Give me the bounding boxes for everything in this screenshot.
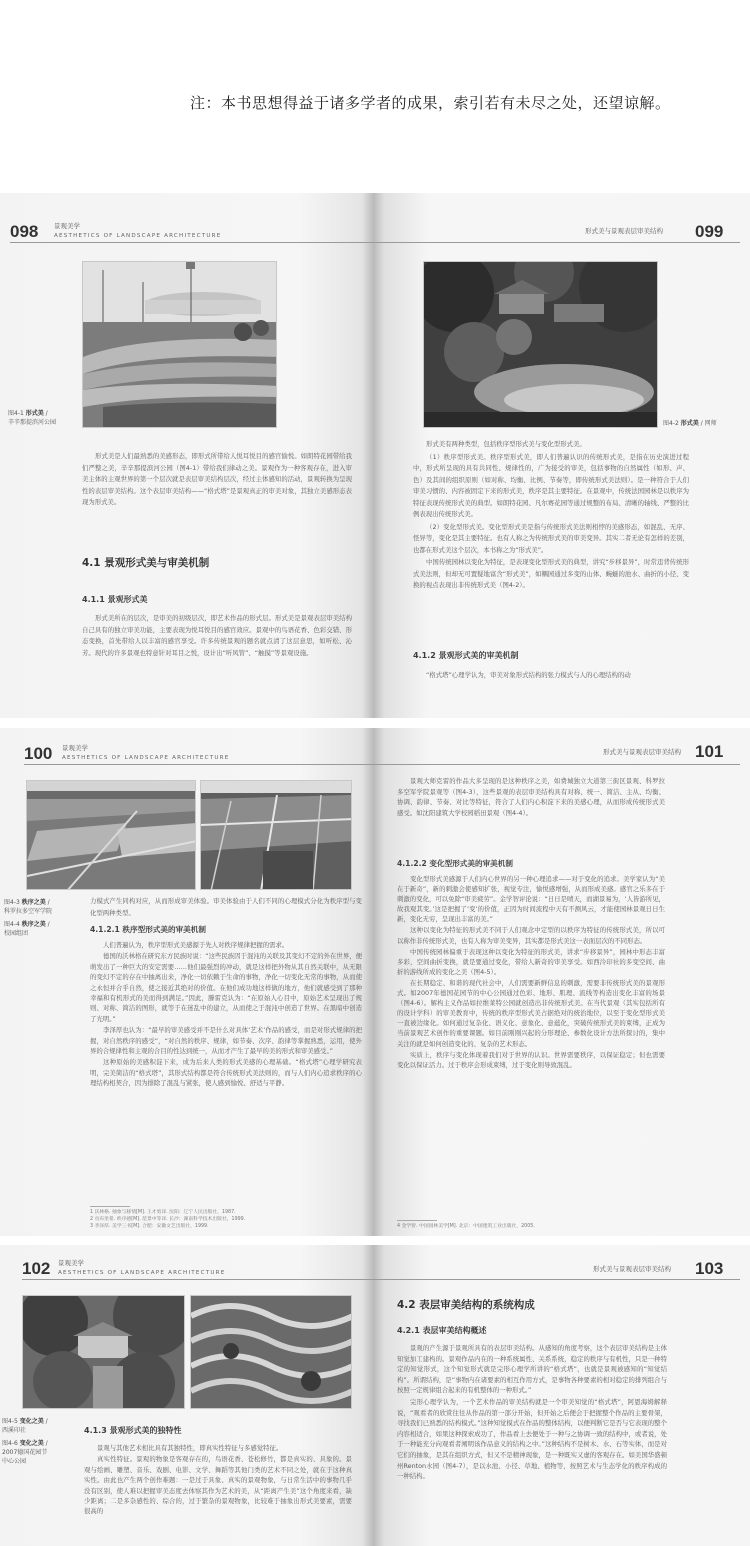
footnote-rule — [397, 1220, 437, 1221]
heading-4-1-2-2: 4.1.2.2 变化型形式美的审美机制 — [397, 859, 513, 868]
page-number: 099 — [695, 222, 724, 241]
heading-4-1-3: 4.1.3 景观形式美的独特性 — [84, 1426, 182, 1435]
footnotes-100: 1 沃林格. 抽象与移情[M]. 王才勇译. 沈阳：辽宁人民出版社，1987. 2 贡布里希. 秩序感[M]. 范景中等译. 长沙：湖南科学技术出版社，1999. 3 李泽厚. 美学三书[M]. 合肥：安徽文艺出版社，1999. — [90, 1210, 246, 1229]
spread-098-099 — [0, 193, 750, 718]
header-rule — [373, 1279, 740, 1280]
header-rule — [22, 1279, 373, 1280]
preface-note: 注：本书思想得益于诸多学者的成果，索引若有未尽之处，还望谅解。 — [190, 94, 671, 112]
photo-cincinnati-riverfront-park — [82, 261, 277, 428]
caption-fig4-3: 图4-3 秩序之美 / 科罗拉多空军学院 — [4, 899, 53, 915]
running-header-chapter: 形式美与景观表层审美结构 — [603, 748, 681, 756]
page-number: 101 — [695, 742, 724, 761]
photo-air-force-academy — [26, 780, 196, 890]
page-101 — [373, 728, 750, 1236]
photo-illustration — [424, 262, 658, 428]
body-4-1-3: 景观与其他艺术相比具有其独特性，即真实性特征与多感觉特征。 真实性特征。景观的物象是客观存在的，鸟语花香、苍松修竹，都是真实的、具象的。景观与绘画、雕塑、音乐、戏剧、电影、文学、舞蹈等其他门类的艺术不同之处，就在于这种真实性。由此也产生两个创作难题：一是过于具象、真实的景观物象，与日常生活中的事物几乎没有区别，使人难以把握审美态度去体察其作为艺术的美，从“距离产生美”这个角度来看，缺少距离；二是多杂感性的、综合的，过于繁杂的景观物象，比较难于抽象出形式美要素，需要很高的 — [84, 1444, 352, 1516]
running-header-book: 景观美学 AESTHETICS OF LANDSCAPE ARCHITECTURE — [62, 744, 230, 761]
heading-4-1-1: 4.1.1 景观形式美 — [82, 595, 148, 604]
caption-fig4-2: 图4-2 形式美 / 网师 — [663, 420, 717, 427]
caption-fig4-4: 图4-4 秩序之美 / 校园组团 — [4, 921, 50, 937]
book-title-cn: 景观美学 — [54, 222, 80, 230]
body-4-2-1: 景观的产生源于景观所具有的表层审美结构。从感知的角度考察，这个表层审美结构是主体知觉加工建构的。景观作品内在的一种系统属性、关系系统，稳定的秩序与有机性，只是一种特定的知觉形式，这个知觉形式就是完形心理学所讲的“格式塔”，也就是景观被感知的“知觉结构”。所谓结构，是“事物内在诸要素的相互作用方式，是事物各种要素的相对稳定的排列组合与按照一定规律组合起来的有机整体的一种形式。” 完形心理学认为，一个艺术作品的审美结构就是一个审美知觉的“格式塔”，阿恩海姆解释说，“观看者的欣赏往往从作品的第一部分开始，但开始之后便会于把握整个作品的主要骨架，寻找我们已熟悉的结构模式。”这种知觉模式在作品的整体结构，以便判断它是否与它表现的整个内容相适合，如果这种探索成功了，作品看上去便处于一种与之协调一致的结构中，或者说，处于一种能充分向观看者阐明该作品意义的结构之中。”这种结构不是树木、水、石等实体，而是对它们的抽象，是其在组织方式，但又不是精神现象，是一种既实又虚的客观存在。如美国华盛顿州Renton水园（图4-7），是以水池、小径、草地、植物等，按照艺术与生态学化的秩序构成的一种结构。 — [397, 1344, 667, 1481]
photo-2007-german-garden-show — [190, 1295, 352, 1409]
running-header-book — [54, 222, 222, 241]
heading-4-1-2-1: 4.1.2.1 秩序型形式美的审美机制 — [90, 925, 206, 934]
heading-4-1: 4.1 景观形式美与审美机制 — [82, 557, 210, 569]
photo-illustration — [191, 1296, 352, 1409]
running-header-book: 景观美学 AESTHETICS OF LANDSCAPE ARCHITECTURE — [58, 1259, 226, 1276]
page-103 — [373, 1245, 750, 1546]
photo-illustration — [201, 781, 352, 890]
body-4-1-2: “格式塔”心理学认为，审美对象形式结构的张力模式与人的心理结构的动 — [426, 671, 631, 679]
page-number: 100 — [24, 744, 53, 763]
book-title-en: AESTHETICS OF LANDSCAPE ARCHITECTURE — [54, 233, 222, 239]
body-101-top: 景观大师克雷的作品大多呈现的是这种秩序之美，如费城独立大道第三街区景观、科罗拉多空军学院景观等（图4-3），这些景观的表层审美结构具有对称、统一、简洁、主从、均衡、协调、韵律、节奏、对比等特征，符合了人们内心积淀下来的美感心理，从而形成传统形式美感受。如沈阳建筑大学校园稻田景观（图4-4）。 — [397, 777, 665, 817]
heading-4-2: 4.2 表层审美结构的系统构成 — [397, 1299, 535, 1311]
page-number: 102 — [22, 1259, 51, 1278]
page-098 — [0, 193, 373, 718]
caption-fig4-6: 图4-6 变化之美 / 2007德国花园节 中心公园 — [2, 1440, 48, 1465]
body-4-1-1: 形式美所在的层次，是审美的初级层次，即艺术作品的形式层。形式美是景观表层审美结构自己具有的独立审美功能，主要表现为悦耳悦目的感官效应。景观中的鸟语花香、色彩交错、形态变换，首先带给人以丰富的感官享受。许多传统景观的题名就点清了这层意思，如听松、沁芳。现代的许多景观也特意针对耳目之悦，设计出“听风管”、“触摸”等景观设施。 — [82, 614, 352, 657]
page-100 — [0, 728, 373, 1236]
photo-xiling-seal-society — [22, 1295, 185, 1409]
caption-fig4-1: 图4-1 形式美 / 辛辛那提滨河公园 — [8, 410, 57, 426]
footnote-101: 4 金学智. 中国园林美学[M]. 北京：中国建筑工业出版社，2005. — [397, 1224, 535, 1229]
page-102 — [0, 1245, 373, 1546]
page-099 — [373, 193, 750, 718]
caption-fig4-5: 图4-5 变化之美 / 西溪印社 — [2, 1418, 48, 1434]
header-rule — [373, 242, 740, 243]
body-4-1-2-2: 变化型形式美感源于人们内心世界的另一种心理追求——对于变化的追求。美学家认为“美在于新奇”，新的刺激会使感知扩张，视觉专注，愉悦感增强，从而形成美感。感官之乐多在于刺激的变化，可以免除“审美疲劳”。金学智评论说：“日日是晴天，而湖景易为，‘人皆游所见，故我观其变。’这是把握了‘变’的价值，正因为时间流程中天有不测风云，才能使园林景观日日生新，变化无穷，呈现出丰富的美。” 这种以变化为特征的形式美不同于人们观念中定型的以秩序为特征的传统形式美，所以可以称作非传统形式美，也有人称为审美变异，其实都是形式美这一表面层次的不同形态。 中国传统园林偏重于表现这种以变化为特征的形式美，讲求“步移景异”，园林中形态丰富多彩，空间曲折变换，就是要通过变化，带给人新奇的审美享受。如西泠印社的多变空间、曲折的游线所成的变化之美（图4-5）。 在长期稳定、和谐的现代社会中，人们需要新鲜信息的刺激，需要非传统形式美的景观形式。如2007年德国花园节的中心公园通过色彩、地形、肌理、流线等构造出变化丰富的场景（图4-6）。解构主义作品如拉维莱特公园就创造出非传统形式美。在当代景观（其实包括所有的设计学科）的审美教育中，传统的秩序型形式美占据绝对的统治地位，以至于变化型形式美一直被边缘化。如何通过复杂化、语义化、意象化、意蕴化，突破传统形式美的束缚，正成为当前景观艺术创作的重要课题。如目前刚刚兴起的分形理论、参数化设计方法所探讨的，集中关注的就是如何创造变化的、复杂的艺术形态。 实质上，秩序与变化体现着我们对于世界的认识。世界需要秩序，以保证稳定；但也需要变化以保证活力。过于秩序会形成束缚，过于变化则导致混乱。 — [397, 875, 665, 1069]
spread-102-103 — [0, 1245, 750, 1546]
running-header-chapter: 形式美与景观表层审美结构 — [593, 1265, 671, 1273]
spread-100-101 — [0, 728, 750, 1236]
footnote-rule — [90, 1206, 130, 1207]
header-rule — [373, 764, 740, 765]
running-header-chapter: 形式美与景观表层审美结构 — [585, 227, 663, 235]
header-rule — [10, 242, 373, 243]
body-4-1-2-1: 人们普遍认为，秩序型形式美感源于先人对秩序规律把握的需求。 德国的沃林格在研究东方民族时说：“这些民族因于混沌的关联及其变幻不定的外在世界，便萌发出了一种巨大的安定需要……他们最强烈的冲动，就是这样把外物从其自然关联中，从无限的变幻不定的存在中抽离出来，净化一切依赖于生命的事物，净化一切变化无常的事物，从而使之永恒并合乎自然，使之接近其绝对的价值。在他们成功地这样做的地方，他们就感受到了那种幸福和有机形式的美而得到满足。”因此，滕雷克认为：“在原始人心目中，原始艺术呈现出了规则、对称、简洁的图形，就等于在迷乱中的建立，从而使之于混沌中创造了世界。在黑暗中创造了光明。” 李泽厚也认为：“最早的审美感受并不是什么对具体‘艺术’作品的感受，而是对形式规律的把握，对自然秩序的感受”，“对自然的秩序、规律，如节奏、次序、韵律等掌握熟悉，运用，使外界的合规律性和主观的合目的性达到统一，从而才产生了最早的美的形式和审美感受。” 这种原始的美感积淀下来，成为后来人类的形式美感的心理基础。“格式塔”心理学研究表明，完美简洁的“格式塔”，其形式结构都是符合传统形式美法则的，而与人们内心追求秩序的心理结构相契合，因为排除了混乱与紧张，使人感到愉悦、舒适与平静。 — [90, 941, 362, 1088]
photo-master-of-nets-garden — [423, 261, 658, 428]
body-100-continued: 力模式产生同构对应，从而形成审美体验。审美体验由于人们不同的心理模式分化为秩序型与变化型两种类型。 — [90, 897, 362, 917]
heading-4-2-1: 4.2.1 表层审美结构概述 — [397, 1326, 487, 1335]
photo-campus-rice-field — [200, 780, 352, 890]
page-number: 103 — [695, 1259, 724, 1278]
body-099: 形式美有两种类型，包括秩序型形式美与变化型形式美。 （1）秩序型形式美。秩序型形式美，即人们普遍认识的传统形式美，是指在历史演进过程中，形式所呈现的具有共同性、规律性的，广为接受的审美，包括事物的自然属性（如形、声、色）及其间的组织原则（如对称、均衡、比例、节奏等，即传统形式美法则）。是一种符合于人们审美习惯的、内容被固定下来的形式美，秩序是其主要特征。在景观中，传统法国园林是以秩序为特征表现传统形式美的典型。如朗特花园、凡尔赛花园等通过规整的布局、清晰的轴线、严整的比例表现出传统形式美。 （2）变化型形式美。变化型形式美是指与传统形式美法则相悖的美感形态，如混乱、无序、怪异等，变化是其主要特征。也有人称之为传统形式美的审美变异。其实二者无论有怎样的差别，也都在形式美这个层次，本书称之为“形式美”。 中国传统园林以变化为特征，是表现变化型形式美的典型，讲究“步移景异”，时常违背传统形式美法则，但却无可置疑地富含“形式美”，如耦园通过多变的山体、蜿蜒的池水、曲折的小径、变换的视点表现出非传统形式美（图4-2）。 — [413, 440, 689, 589]
photo-illustration — [83, 262, 277, 428]
heading-4-1-2: 4.1.2 景观形式美的审美机制 — [413, 651, 519, 660]
photo-illustration — [23, 1296, 185, 1409]
photo-illustration — [27, 781, 196, 890]
header-rule — [24, 764, 373, 765]
page-number: 098 — [10, 222, 39, 241]
body-intro: 形式美是人们最熟悉的美感形态，即形式所带给人悦耳悦目的感官愉悦。如朗特花园带给我们严整之美，辛辛那提滨河公园（图4-1）带给我们律动之美。景观作为一种客观存在，进入审美主体的主观世界的第一个层次就是表层审美结构层次，经过主体感知的活动，景观转换为呈现性的表层审美结构。这个表层审美结构——“格式塔”是景观真正的审美对象，其独立美感形态表现为形式美。 — [82, 452, 352, 506]
